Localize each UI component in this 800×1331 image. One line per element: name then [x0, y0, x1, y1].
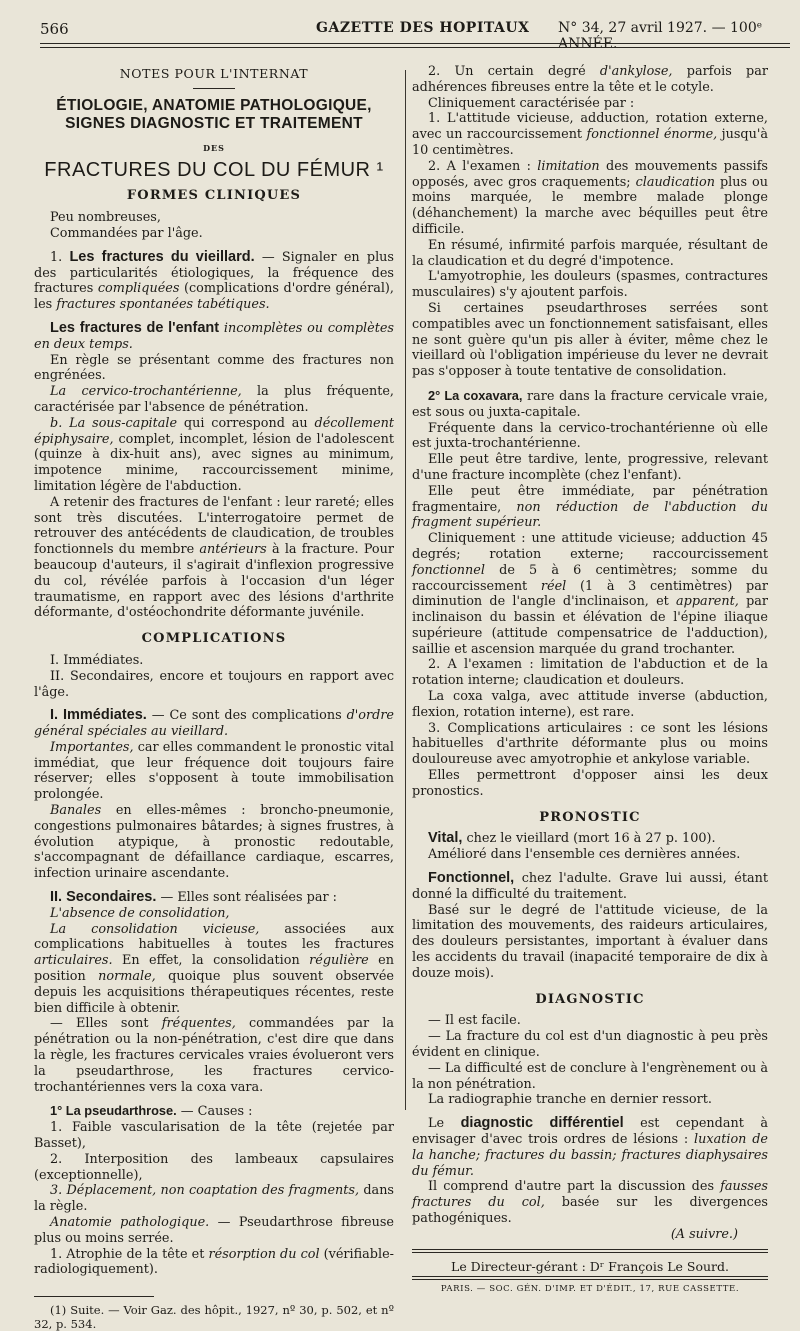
paragraph: — La difficulté est de conclure à l'engrènement ou à la non pénétration. [412, 1060, 768, 1092]
paragraph: b. La sous-capitale qui correspond au décollement épiphysaire, complet, incomplet, lésion de l'adolescent (quinze à dix-huit ans), avec signes au minimum, impotence minime, raccourcissement minime, limitation légère de l'abduction. [34, 415, 394, 494]
paragraph: Si certaines pseudarthroses serrées sont compatibles avec un fonctionnement satisfaisant, elles ne sont guère qu'un pis aller à éviter, même chez le vieillard où l'obligation impérieuse du lever ne devrait pas s'opposer à toute tentative de consolidation. [412, 300, 768, 380]
page-number: 566 [40, 20, 69, 38]
paragraph-diagnostic-differentiel: Le diagnostic différentiel est cependant à envisager d'avec trois ordres de lésions : luxation de la hanche; fractures du bassin; fractures diaphysaires du fémur. [412, 1115, 768, 1179]
paragraph-fonctionnel: Fonctionnel, chez l'adulte. Grave lui aussi, étant donné la difficulté du traitement. [412, 870, 768, 902]
paragraph: Importantes, car elles commandent le pronostic vital immédiat, que leur fréquence doit toujours faire réserver; elles s'opposent à toute immobilisation prolongée. [34, 739, 394, 803]
list-item: 3. Déplacement, non coaptation des fragments, dans la règle. [34, 1183, 394, 1215]
paragraph: — La fracture du col est d'un diagnostic à peu près évident en clinique. [412, 1029, 768, 1061]
footnote: (1) Suite. — Voir Gaz. des hôpit., 1927, nº 30, p. 502, et nº 32, p. 534. [34, 1303, 394, 1331]
footnote-rule [34, 1296, 154, 1297]
paragraph: Elle peut être immédiate, par pénétration fragmentaire, non réduction de l'abduction du fragment supérieur. [412, 483, 768, 531]
paragraph: Peu nombreuses, [50, 210, 161, 226]
paragraph: 3. Complications articulaires : ce sont les lésions habituelles d'arthrite déformante plus ou moins douloureuse avec amyotrophie et ankylose variable. [412, 720, 768, 768]
paragraph: 1. Atrophie de la tête et résorption du col (vérifiable-radiologiquement). [34, 1246, 394, 1278]
paragraph: L'absence de consolidation, [50, 905, 230, 921]
header-rule [40, 43, 790, 44]
paragraph: En règle se présentant comme des fractures non engrénées. [34, 352, 394, 384]
column-divider [405, 70, 406, 1110]
paragraph: 2. Un certain degré d'ankylose, parfois par adhérences fibreuses entre la tête et le cotyle. [412, 64, 768, 95]
paragraph: Anatomie pathologique. — Pseudarthrose fibreuse plus ou moins serrée. [34, 1215, 394, 1246]
paragraph: Banales en elles-mêmes : broncho-pneumonie, congestions pulmonaires bâtardes; à signes frustres, à évolution atypique, à pronostic redoutable, s'accompagnant de défaillance cardiaque, escarres, infection urinaire ascendante. [34, 803, 394, 882]
paragraph: — Il est facile. [428, 1013, 521, 1029]
paragraph: La coxa valga, avec attitude inverse (abduction, flexion, rotation interne), est rare. [412, 689, 768, 720]
paragraph: — Elles sont fréquentes, commandées par la pénétration ou la non-pénétration, c'est dire que dans la règle, les fractures cervicales vraies évolueront vers la pseudarthrose, les fractures cervico-trochantériennes vers la coxa vara. [34, 1016, 395, 1095]
issue-info: N° 34, 27 avril 1927. — 100ᵉ ANNÉE. [558, 20, 763, 52]
header-rule-2 [40, 47, 790, 48]
list-item: I. Immédiates. [50, 652, 144, 668]
heading-pronostic: PRONOSTIC [539, 809, 641, 825]
printer-rule [412, 1276, 768, 1280]
paragraph: Cliniquement caractérisée par : [428, 95, 635, 111]
paragraph: Basé sur le degré de l'attitude vicieuse, de la limitation des mouvements, des raideurs articulaires, des douleurs persistantes, important à évaluer dans les accidents du travail (inapacité temporaire de dix à douze mois). [412, 902, 768, 981]
to-be-continued: (A suivre.) [670, 1226, 738, 1242]
paragraph: Commandées par l'âge. [50, 225, 203, 241]
list-item: 1. Faible vascularisation de la tête (rejetée par Basset), [34, 1120, 394, 1152]
heading-diagnostic: DIAGNOSTIC [535, 991, 645, 1007]
heading-complications: COMPLICATIONS [141, 631, 287, 647]
paragraph-immediates: I. Immédiates. — Ce sont des complications d'ordre général spéciales au vieillard. [34, 707, 395, 740]
paragraph-vieillard: 1. Les fractures du vieillard. — Signaler en plus des particularités étiologiques, la fréquence des fractures compliquées (complications d'ordre général), les fractures spontanées tabétiques. [34, 248, 394, 313]
signature-rule [412, 1249, 768, 1253]
paragraph: La consolidation vicieuse, associées aux complications habituelles à toutes les fractures articulaires. En effet, la consolidation régulière en position normale, quoique plus souvent observée depuis les acquisitions thérapeutiques récentes, reste bien difficile à obtenir. [34, 921, 394, 1016]
paragraph-enfant: Les fractures de l'enfant incomplètes ou complètes en deux temps. [34, 319, 394, 352]
paragraph: Il comprend d'autre part la discussion des fausses fractures du col, basée sur les divergences pathogéniques. [412, 1179, 768, 1226]
running-header [0, 18, 790, 52]
paragraph: La radiographie tranche en dernier ressort. [428, 1092, 712, 1108]
printer-line: PARIS. — SOC. GÉN. D'IMP. ET D'ÉDIT., 17, RUE CASSETTE. [440, 1284, 740, 1295]
paragraph: A retenir des fractures de l'enfant : leur rareté; elles sont très discutées. L'interrogatoire permet de retrouver des antécédents de claudication, de troubles fonctionnels du membre antérieurs à la fracture. Pour beaucoup d'auteurs, il s'agirait d'inflexion progressive du col, révélée parfois à l'occasion d'un léger traumatisme, en rapport avec des lésions d'arthrite déformante, d'ostéochondrite déformante juvénile. [34, 494, 394, 621]
director-signature: Le Directeur-gérant : Dʳ François Le Sourd. [451, 1258, 729, 1274]
paragraph: 1. L'attitude vicieuse, adduction, rotation externe, avec un raccourcissement fonctionnel énorme, jusqu'à 10 centimètres. [412, 111, 768, 158]
paragraph-coxavara: 2° La coxavara, rare dans la fracture cervicale vraie, est sous ou juxta-capitale. [412, 387, 768, 420]
paragraph: 2. A l'examen : limitation de l'abduction et de la rotation interne; claudication et douleurs. [412, 657, 768, 689]
left-column [34, 64, 394, 1331]
paragraph: Cliniquement : une attitude vicieuse; adduction 45 degrés; rotation externe; raccourcissement fonctionnel de 5 à 6 centimètres; somme du raccourcissement réel (1 à 3 centimètres) par diminution de l'angle d'inclinaison, et apparent, par inclinaison du bassin et élévation de l'épine iliaque supérieure (attitude compensatrice de l'adduction), saillie et ascension marquée du grand trochanter. [412, 531, 769, 657]
paragraph: 2. A l'examen : limitation des mouvements passifs opposés, avec gros craquements; claudication plus ou moins marquée, le membre malade plonge (déhanchement) la marche avec béquilles peut être difficile. [412, 158, 769, 237]
paragraph: Fréquente dans la cervico-trochantérienne où elle est juxta-trochantérienne. [412, 420, 768, 452]
paragraph: Elles permettront d'opposer ainsi les deux pronostics. [412, 768, 768, 799]
kicker-rule [193, 88, 235, 89]
paragraph: La cervico-trochantérienne, la plus fréquente, caractérisée par l'absence de pénétration. [34, 384, 395, 415]
section-kicker: NOTES POUR L'INTERNAT [119, 66, 309, 81]
journal-title: GAZETTE DES HOPITAUX [316, 20, 530, 36]
paragraph: Elle peut être tardive, lente, progressive, relevant d'une fracture incomplète (chez l'enfant). [412, 452, 768, 483]
paragraph-vital: Vital, chez le vieillard (mort 16 à 27 p. 100). [428, 830, 716, 847]
list-item: 2. Interposition des lambeaux capsulaires (exceptionnelle), [34, 1151, 394, 1183]
article-title-subject: FRACTURES DU COL DU FÉMUR ¹ [44, 158, 384, 181]
paragraph-pseudarthrose: 1° La pseudarthrose. — Causes : [50, 1103, 253, 1120]
paragraph-secondaires: II. Secondaires. — Elles sont réalisées par : [50, 889, 337, 906]
title-connector: DES [203, 142, 225, 153]
list-item: II. Secondaires, encore et toujours en rapport avec l'âge. [34, 668, 394, 700]
article-title-main: ÉTIOLOGIE, ANATOMIE PATHOLOGIQUE, SIGNES DIAGNOSTIC ET TRAITEMENT [56, 96, 372, 132]
paragraph: Amélioré dans l'ensemble ces dernières années. [428, 847, 741, 863]
paragraph: En résumé, infirmité parfois marquée, résultant de la claudication et du degré d'impotence. [412, 237, 768, 269]
paragraph: L'amyotrophie, les douleurs (spasmes, contractures musculaires) s'y ajoutent parfois. [412, 269, 768, 301]
heading-formes-cliniques: FORMES CLINIQUES [126, 188, 302, 204]
right-column [412, 64, 768, 1298]
